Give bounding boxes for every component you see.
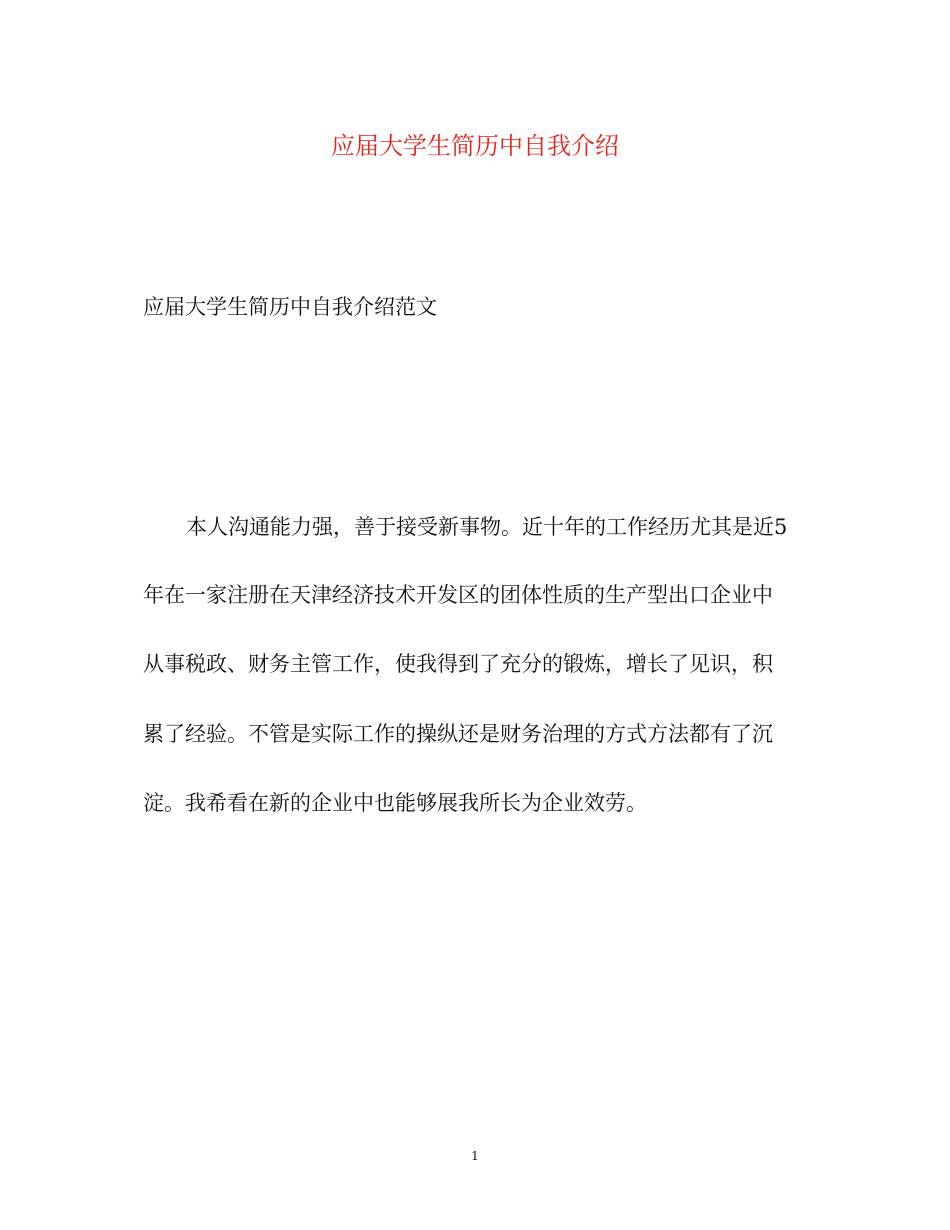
paragraph-line: 累了经验。不管是实际工作的操纵还是财务治理的方式方法都有了沉: [143, 722, 773, 746]
paragraph-line: 年在一家注册在天津经济技术开发区的团体性质的生产型出口企业中: [143, 583, 773, 607]
paragraph-line: 从事税政、财务主管工作，使我得到了充分的锻炼，增长了见识，积: [143, 652, 773, 676]
document-subtitle: 应届大学生简历中自我介绍范文: [143, 295, 437, 319]
document-title: 应届大学生简历中自我介绍: [331, 132, 619, 160]
page-number: 1: [471, 1149, 479, 1163]
paragraph-line: 淀。我希看在新的企业中也能够展我所长为企业效劳。: [143, 791, 647, 815]
paragraph-line: 本人沟通能力强，善于接受新事物。近十年的工作经历尤其是近5: [186, 515, 788, 539]
